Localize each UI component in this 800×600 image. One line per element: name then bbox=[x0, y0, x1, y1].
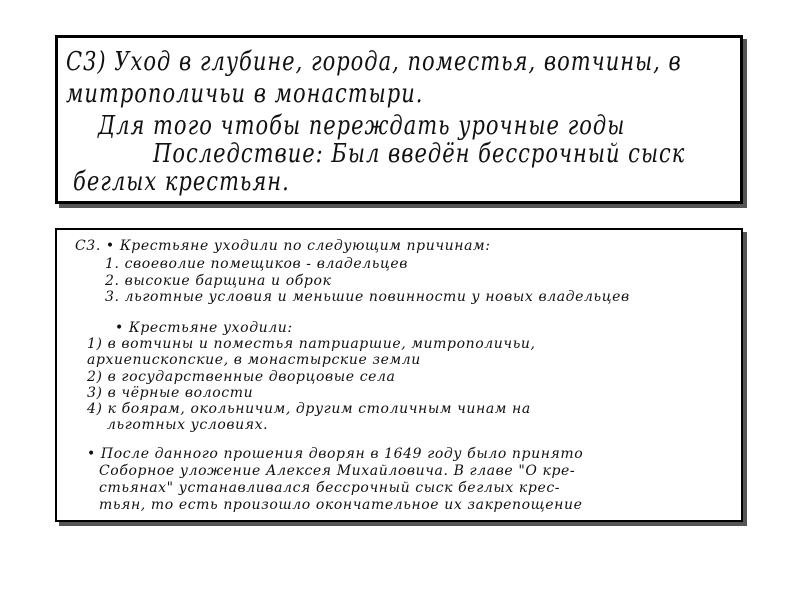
answer-2-line: • После данного прошения дворян в 1649 году было принято bbox=[87, 446, 584, 462]
answer-1-line: беглых крестьян. bbox=[73, 166, 290, 196]
answer-2-line: 2) в государственные дворцовые села bbox=[87, 369, 396, 385]
answer-2-line: 1. своеволие помещиков - владельцев bbox=[105, 256, 408, 272]
answer-2-line: тьян, то есть произошло окончательное их закрепощение bbox=[99, 497, 583, 513]
answer-1-line: митрополичьи в монастыри. bbox=[66, 78, 424, 108]
answer-2-line: стьянах" устанавливался бессрочный сыск беглых крес- bbox=[99, 480, 561, 496]
handwritten-answer-2 bbox=[55, 228, 743, 522]
answer-2-line: 3. льготные условия и меньшие повинности у новых владельцев bbox=[105, 289, 630, 305]
answer-2-line: льготных условиях. bbox=[107, 417, 269, 433]
answer-2-line: архиепископские, в монастырские земли bbox=[87, 352, 421, 368]
handwritten-answer-1 bbox=[55, 35, 743, 204]
answer-1-line: С3) Уход в глубине, города, поместья, вотчины, в bbox=[66, 46, 682, 76]
answer-2-line: 2. высокие барщина и оброк bbox=[105, 273, 332, 289]
answer-2-line: Соборное уложение Алексея Михайловича. В главе "О кре- bbox=[99, 463, 576, 479]
answer-2-line: • Крестьяне уходили: bbox=[115, 320, 293, 336]
answer-2-line: С3. • Крестьяне уходили по следующим причинам: bbox=[75, 238, 491, 254]
answer-1-line: Для того чтобы переждать урочные годы bbox=[98, 110, 626, 140]
answer-2-line: 4) к боярам, окольничим, другим столичным чинам на bbox=[87, 401, 531, 417]
answer-1-line: Последствие: Был введён бессрочный сыск bbox=[153, 138, 686, 168]
answer-2-line: 3) в чёрные волости bbox=[87, 385, 254, 401]
answer-2-line: 1) в вотчины и поместья патриаршие, митрополичьи, bbox=[87, 336, 536, 352]
